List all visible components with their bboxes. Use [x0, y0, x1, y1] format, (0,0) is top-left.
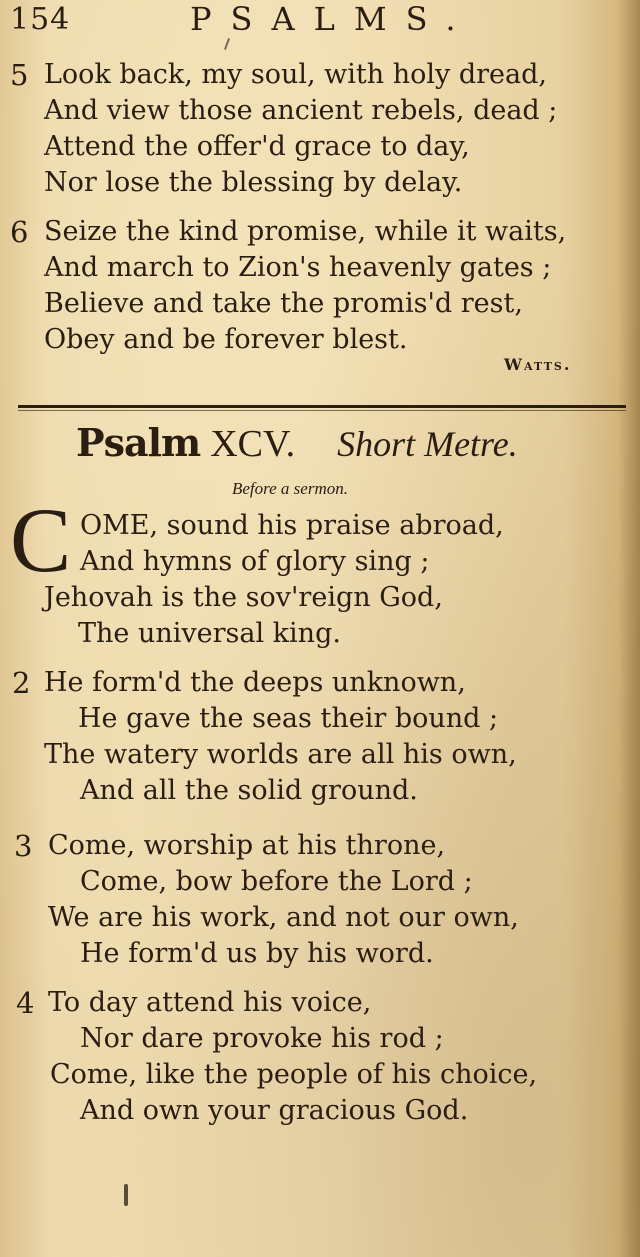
verse-line: We are his work, and not our own,: [48, 902, 519, 933]
drop-cap: C: [10, 489, 72, 591]
verse-line: Believe and take the promis'd rest,: [44, 288, 523, 319]
verse-line: He gave the seas their bound ;: [78, 703, 499, 734]
verse-line: Nor lose the blessing by delay.: [44, 167, 463, 198]
stanza-number: 4: [16, 986, 35, 1020]
verse-line: He form'd us by his word.: [80, 938, 434, 969]
verse-line: The universal king.: [78, 618, 341, 649]
verse-line: Come, bow before the Lord ;: [80, 866, 473, 897]
psalm-heading-word: Psalm: [76, 420, 201, 465]
psalm-meter: Short Metre.: [337, 424, 518, 464]
verse-line: Obey and be forever blest.: [44, 324, 408, 355]
section-rule-thin: [18, 410, 626, 411]
page-number: 154: [10, 2, 71, 37]
section-rule: [18, 405, 626, 408]
ink-smudge: [124, 1184, 128, 1206]
running-title: PSALMS.: [190, 0, 475, 38]
verse-line: Seize the kind promise, while it waits,: [44, 216, 567, 247]
verse-line: He form'd the deeps unknown,: [44, 667, 466, 698]
verse-line: And view those ancient rebels, dead ;: [44, 95, 558, 126]
verse-line: And own your gracious God.: [80, 1095, 469, 1126]
page-edge-shadow: [618, 0, 640, 1257]
running-head: [0, 0, 640, 40]
psalm-heading: [76, 420, 518, 466]
psalm-occasion: Before a sermon.: [232, 479, 348, 498]
verse-line: The watery worlds are all his own,: [44, 739, 517, 770]
stanza-number: 5: [10, 58, 29, 92]
verse-line: Come, worship at his throne,: [48, 830, 446, 861]
verse-line: And all the solid ground.: [80, 775, 418, 806]
verse-line: OME, sound his praise abroad,: [80, 510, 504, 541]
verse-line: Jehovah is the sov'reign God,: [44, 582, 443, 613]
psalm-number: XCV.: [210, 423, 296, 465]
verse-line: Nor dare provoke his rod ;: [80, 1023, 444, 1054]
stanza-number: 6: [10, 215, 29, 249]
verse-line: To day attend his voice,: [48, 987, 372, 1018]
stanza-number: 3: [14, 829, 33, 863]
verse-line: Look back, my soul, with holy dread,: [44, 59, 547, 90]
verse-line: And march to Zion's heavenly gates ;: [44, 252, 552, 283]
verse-line: Attend the offer'd grace to day,: [44, 131, 470, 162]
attribution: Watts.: [504, 355, 572, 374]
verse-line: And hymns of glory sing ;: [80, 546, 430, 577]
stanza-number: 2: [12, 666, 31, 700]
verse-line: Come, like the people of his choice,: [50, 1059, 538, 1090]
